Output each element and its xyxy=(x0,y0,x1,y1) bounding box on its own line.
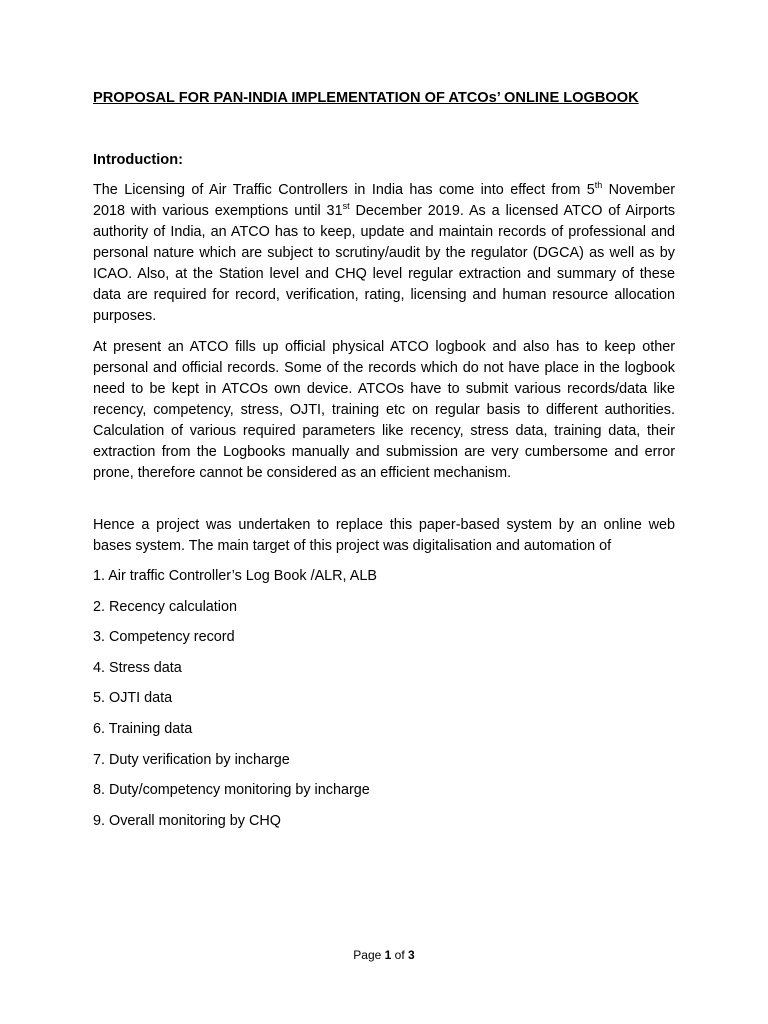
document-title: PROPOSAL FOR PAN-INDIA IMPLEMENTATION OF ATCOs’ ONLINE LOGBOOK xyxy=(93,90,639,106)
page-footer xyxy=(0,946,768,964)
superscript-th: th xyxy=(594,180,603,191)
of-word: of xyxy=(391,948,409,962)
introduction-heading: Introduction: xyxy=(93,152,183,168)
paragraph-project: Hence a project was undertaken to replace this paper-based system by an online web bases system. The main target of this project was digitalisation and automation of xyxy=(93,517,675,554)
paragraph-licensing-part-2: November 2018 with various exemptions until 31 xyxy=(93,182,675,219)
paragraph-licensing xyxy=(93,180,675,327)
list-item: 1. Air traffic Controller’s Log Book /ALR, ALB xyxy=(93,568,377,584)
list-item: 2. Recency calculation xyxy=(93,598,237,615)
target-list xyxy=(93,566,377,841)
paragraph-licensing-part-1: The Licensing of Air Traffic Controllers in India has come into effect from 5 xyxy=(93,182,595,198)
list-item: 7. Duty verification by incharge xyxy=(93,751,290,768)
paragraph-licensing-part-3: December 2019. As a licensed ATCO of Airports authority of India, an ATCO has to keep, update and maintain records of professional and personal nature which are subject to scrutiny/audit by the regulator (DGCA) as well as by ICAO. Also, at the Station level and CHQ level regular extraction and summary of these data are required for record, verification, rating, licensing and human resource allocation purposes. xyxy=(93,203,676,324)
paragraph-present-system: At present an ATCO fills up official physical ATCO logbook and also has to keep other personal and official records. Some of the records which do not have place in the logbook need to be kept in ATCOs own device. ATCOs have to submit various records/data like recency, competency, stress, OJTI, training etc on regular basis to different authorities. Calculation of various required parameters like recency, stress data, training data, their extraction from the Logbooks manually and submission are very cumbersome and error prone, therefore cannot be considered as an efficient mechanism. xyxy=(93,339,675,481)
page-word: Page xyxy=(353,948,385,962)
list-item: 8. Duty/competency monitoring by incharge xyxy=(93,782,370,799)
current-page-number: 1 xyxy=(384,948,392,962)
list-item: 9. Overall monitoring by CHQ xyxy=(93,812,281,829)
total-page-number: 3 xyxy=(408,948,415,962)
list-item: 3. Competency record xyxy=(93,629,235,646)
list-item: 4. Stress data xyxy=(93,659,182,676)
list-item: 5. OJTI data xyxy=(93,690,173,707)
superscript-st: st xyxy=(342,201,350,212)
list-item: 6. Training data xyxy=(93,720,193,737)
